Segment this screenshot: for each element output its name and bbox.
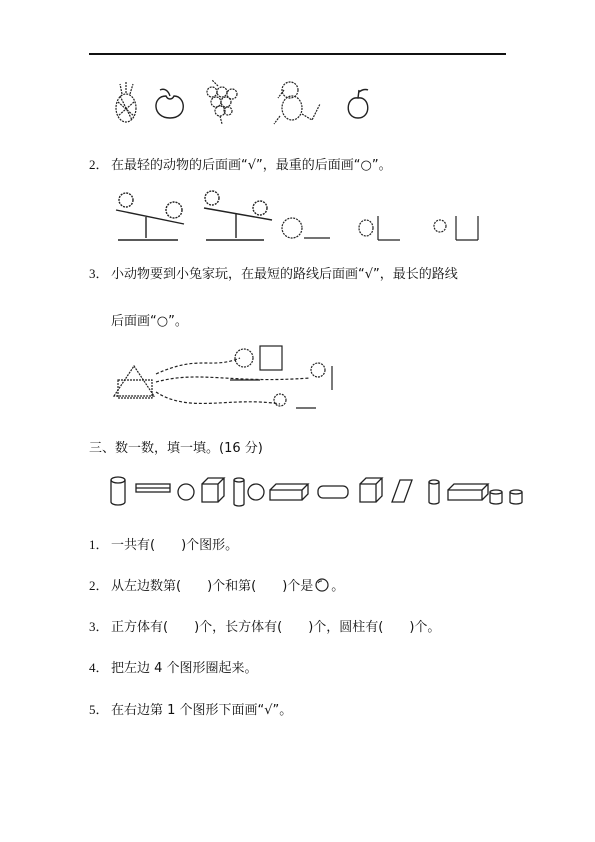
cylinder-shape-1 — [111, 477, 125, 505]
question-3-line-2 — [111, 314, 188, 330]
item-text: 从左边数第( )个和第( )个是 — [111, 579, 314, 594]
shapes-row — [110, 476, 530, 508]
pineapple-icon — [116, 82, 136, 122]
cuboid-shape-flat — [136, 484, 170, 492]
item-2 — [89, 578, 344, 595]
item-5 — [89, 702, 292, 719]
route-map — [110, 344, 350, 416]
house-icon — [114, 366, 154, 398]
animal-answer-2 — [359, 216, 400, 240]
cylinder-shape-lying — [318, 486, 348, 498]
item-4 — [89, 660, 258, 677]
item-text: 一共有( )个图形。 — [111, 538, 239, 553]
question-3-line-1 — [89, 266, 458, 283]
apple-icon — [348, 90, 368, 119]
top-rule — [89, 53, 506, 55]
item-1 — [89, 537, 238, 554]
sphere-shape-2 — [248, 484, 264, 500]
item-text: 。 — [331, 579, 345, 594]
animal-answer-1 — [282, 218, 330, 238]
section-3-title — [89, 441, 263, 457]
question-2 — [89, 157, 392, 174]
fruit-row — [108, 78, 378, 128]
item-number: 5． — [89, 702, 109, 717]
item-number: 1． — [89, 537, 109, 552]
cuboid-shape-2 — [448, 484, 488, 500]
item-text: 正方体有( )个，长方体有( )个，圆柱有( )个。 — [111, 620, 441, 635]
section-title: 三、数一数，填一填。(16 分) — [89, 441, 263, 456]
item-text: 在右边第 1 个图形下面画“√”。 — [111, 703, 293, 718]
grapes-icon — [207, 80, 237, 124]
item-number: 3． — [89, 619, 109, 634]
question-number: 2． — [89, 157, 109, 172]
peach-icon — [156, 89, 183, 118]
cylinder-shape-3 — [490, 490, 502, 504]
cube-shape-1 — [202, 478, 224, 502]
animal-answer-3 — [434, 216, 478, 240]
seesaw-2 — [204, 191, 272, 240]
cylinder-shape-4 — [510, 490, 522, 504]
cuboid-shape-1 — [270, 484, 308, 500]
question-number: 3． — [89, 266, 109, 281]
seesaw-row — [108, 186, 488, 248]
sphere-shape-1 — [178, 484, 194, 500]
animal-figures — [235, 349, 325, 406]
item-3 — [89, 619, 440, 636]
cylinder-shape-tall — [234, 478, 244, 506]
route-paths — [156, 358, 310, 404]
seesaw-1 — [116, 193, 184, 240]
parallelogram-shape — [392, 480, 412, 502]
question-text: 后面画“○”。 — [111, 314, 188, 329]
question-text: 在最轻的动物的后面画“√”，最重的后面画“○”。 — [111, 158, 392, 173]
item-number: 4． — [89, 660, 109, 675]
cylinder-shape-2 — [429, 480, 439, 504]
item-text: 把左边 4 个图形圈起来。 — [111, 661, 258, 676]
sphere-icon — [313, 578, 331, 592]
question-text: 小动物要到小兔家玩，在最短的路线后面画“√”，最长的路线 — [111, 267, 458, 282]
monkey-icon — [274, 82, 320, 124]
cube-shape-2 — [360, 478, 382, 502]
item-number: 2． — [89, 578, 109, 593]
